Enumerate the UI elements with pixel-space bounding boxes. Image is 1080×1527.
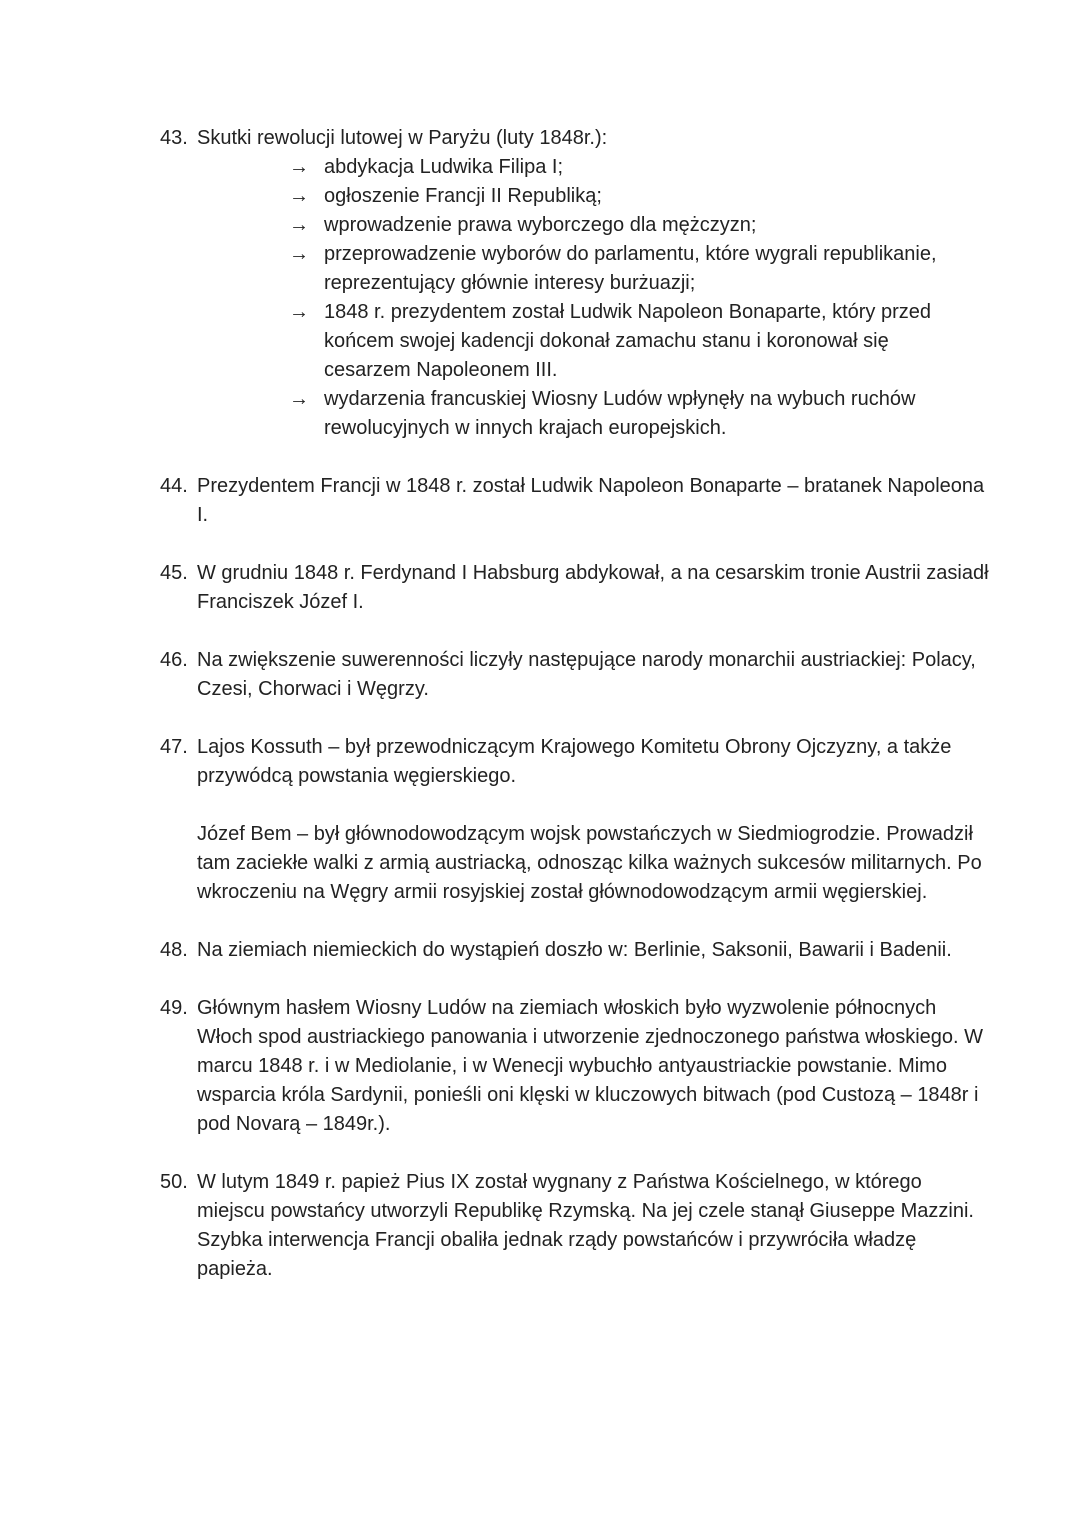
- list-item-50: [160, 1168, 1080, 1284]
- arrow-right-icon: →: [289, 185, 309, 207]
- item-text: Józef Bem – był głównodowodzącym wojsk powstańczych w Siedmiogrodzie. Prowadził tam zaciekłe walki z armią austriacką, odnosząc kilka ważnych sukcesów militarnych. Po wkroczeniu na Węgry armii rosyjskiej został głównodowodzącym armii węgierskiej.: [197, 823, 982, 903]
- item-text: Na zwiększenie suwerenności liczyły następujące narody monarchii austriackiej: Polacy, Czesi, Chorwaci i Węgrzy.: [197, 649, 976, 700]
- list-item-45: [160, 559, 1080, 617]
- bullet-text: wydarzenia francuskiej Wiosny Ludów wpłynęły na wybuch ruchów rewolucyjnych w innych krajach europejskich.: [324, 388, 916, 439]
- item-text: Prezydentem Francji w 1848 r. został Ludwik Napoleon Bonaparte – bratanek Napoleona I.: [197, 475, 985, 526]
- list-item-48: [160, 936, 1080, 965]
- bullet-text: 1848 r. prezydentem został Ludwik Napoleon Bonaparte, który przed końcem swojej kadencji dokonał zamachu stanu i koronował się cesarzem Napoleonem III.: [324, 301, 932, 381]
- item-body: [197, 994, 995, 1139]
- item-number: 49.: [160, 997, 188, 1019]
- arrow-right-icon: →: [289, 243, 309, 265]
- bullet-item: [197, 153, 995, 182]
- bullet-text: abdykacja Ludwika Filipa I;: [324, 156, 564, 178]
- item-body: [197, 124, 995, 443]
- bullet-item: [197, 211, 995, 240]
- item-body: [197, 1168, 995, 1284]
- bullet-text: wprowadzenie prawa wyborczego dla mężczyzn;: [324, 214, 757, 236]
- bullet-item: [197, 182, 995, 211]
- list-item-43: [160, 124, 1080, 443]
- arrow-right-icon: →: [289, 214, 309, 236]
- list-item-46: [160, 646, 1080, 704]
- item-number: 48.: [160, 939, 188, 961]
- item-text: Głównym hasłem Wiosny Ludów na ziemiach włoskich było wyzwolenie północnych Włoch spod austriackiego panowania i utworzenie zjednoczonego państwa włoskiego. W marcu 1848 r. i w Mediolanie, i w Wenecji wybuchło antyaustriackie powstanie. Mimo wsparcia króla Sardynii, ponieśli oni klęski w kluczowych bitwach (pod Custozą – 1848r i pod Novarą – 1849r.).: [197, 997, 983, 1135]
- item-body: [197, 559, 995, 617]
- item-heading: Skutki rewolucji lutowej w Paryżu (luty 1848r.):: [197, 127, 608, 149]
- list-item-47: [160, 733, 1080, 907]
- item-text: W lutym 1849 r. papież Pius IX został wygnany z Państwa Kościelnego, w którego miejscu powstańcy utworzyli Republikę Rzymską. Na jej czele stanął Giuseppe Mazzini. Szybka interwencja Francji obaliła jednak rządy powstańców i przywróciła władzę papieża.: [197, 1171, 974, 1280]
- bullet-text: ogłoszenie Francji II Republiką;: [324, 185, 602, 207]
- item-number: 43.: [160, 127, 188, 149]
- list-item-44: [160, 472, 1080, 530]
- bullet-list: [197, 153, 995, 443]
- item-text: Na ziemiach niemieckich do wystąpień doszło w: Berlinie, Saksonii, Bawarii i Badenii.: [197, 939, 952, 961]
- bullet-item: [197, 240, 995, 298]
- item-number: 44.: [160, 475, 188, 497]
- item-number: 46.: [160, 649, 188, 671]
- item-text: W grudniu 1848 r. Ferdynand I Habsburg abdykował, a na cesarskim tronie Austrii zasiadł Franciszek Józef I.: [197, 562, 989, 613]
- item-body: [197, 646, 995, 704]
- bullet-item: [197, 298, 995, 385]
- arrow-right-icon: →: [289, 156, 309, 178]
- list-item-49: [160, 994, 1080, 1139]
- item-body: [197, 472, 995, 530]
- item-number: 45.: [160, 562, 188, 584]
- item-text: Lajos Kossuth – był przewodniczącym Krajowego Komitetu Obrony Ojczyzny, a także przywódcą powstania węgierskiego.: [197, 736, 952, 787]
- item-body: [197, 936, 995, 965]
- item-number: 47.: [160, 736, 188, 758]
- arrow-right-icon: →: [289, 301, 309, 323]
- item-number: 50.: [160, 1171, 188, 1193]
- arrow-right-icon: →: [289, 388, 309, 410]
- item-body: [197, 733, 995, 907]
- bullet-text: przeprowadzenie wyborów do parlamentu, które wygrali republikanie, reprezentujący głównie interesy burżuazji;: [324, 243, 937, 294]
- bullet-item: [197, 385, 995, 443]
